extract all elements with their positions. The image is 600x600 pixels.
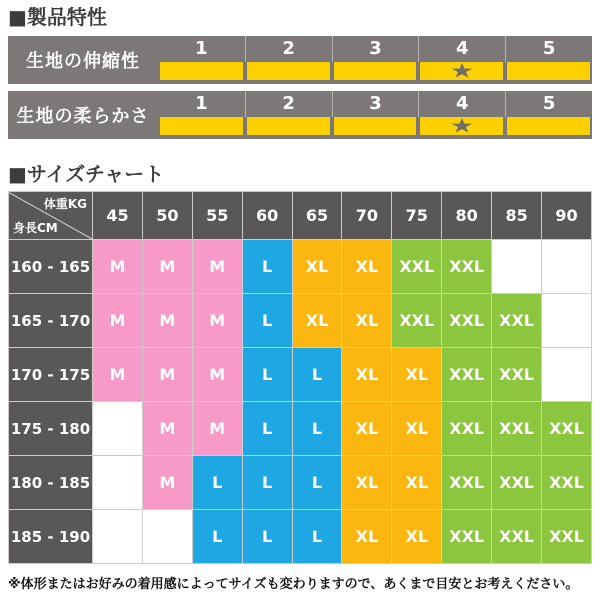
weight-header-cell: 65: [292, 192, 342, 240]
weight-header-cell: 45: [93, 192, 143, 240]
weight-header-cell: 80: [442, 192, 492, 240]
feature-row: [8, 91, 592, 139]
size-cell: M: [142, 294, 192, 348]
size-cell: M: [192, 240, 242, 294]
size-cell: [93, 402, 143, 456]
size-cell: XXL: [442, 402, 492, 456]
rating-bar: [247, 117, 330, 135]
feature-row: [8, 36, 592, 84]
size-cell: M: [142, 240, 192, 294]
size-cell: XL: [342, 348, 392, 402]
size-cell: [542, 294, 592, 348]
size-cell: XXL: [442, 456, 492, 510]
size-cell: XXL: [542, 402, 592, 456]
size-cell: L: [242, 510, 292, 564]
rating-bar: [420, 58, 503, 83]
footnote: ※体形またはお好みの着用感によってサイズも変わりますので、あくまで目安とお考えください。: [8, 577, 579, 592]
size-cell: [93, 510, 143, 564]
height-axis-label: 身長CM: [13, 221, 58, 235]
features-table: [8, 36, 592, 139]
size-chart-row: [9, 456, 592, 510]
size-cell: XL: [392, 348, 442, 402]
weight-header-cell: 75: [392, 192, 442, 240]
size-cell: L: [292, 456, 342, 510]
size-cell: XXL: [492, 402, 542, 456]
size-cell: M: [93, 240, 143, 294]
size-cell: L: [192, 456, 242, 510]
size-chart-row: [9, 348, 592, 402]
rating-number: 3: [332, 91, 419, 117]
size-cell: M: [192, 402, 242, 456]
size-cell: XXL: [492, 510, 542, 564]
rating-column: [505, 91, 592, 139]
height-row-label: 175 - 180: [9, 402, 93, 456]
height-row-label: 180 - 185: [9, 456, 93, 510]
rating-scale: [158, 91, 592, 139]
rating-number: 2: [245, 91, 332, 117]
star-icon: ★: [449, 113, 474, 138]
rating-column: [418, 36, 505, 84]
size-chart-row: [9, 510, 592, 564]
weight-header-cell: 55: [192, 192, 242, 240]
size-cell: XL: [292, 294, 342, 348]
rating-number: 5: [505, 36, 592, 62]
size-cell: XL: [292, 240, 342, 294]
rating-bar: [507, 62, 590, 80]
size-cell: M: [142, 348, 192, 402]
rating-bar: [420, 113, 503, 138]
size-cell: XXL: [542, 456, 592, 510]
size-cell: L: [242, 240, 292, 294]
size-cell: XL: [342, 240, 392, 294]
star-icon: ★: [449, 58, 474, 83]
height-row-label: 185 - 190: [9, 510, 93, 564]
size-cell: XL: [342, 402, 392, 456]
size-cell: XXL: [392, 294, 442, 348]
rating-number: 1: [195, 93, 208, 114]
rating-column: [332, 91, 419, 139]
size-cell: XXL: [542, 510, 592, 564]
rating-bar: [160, 117, 243, 135]
rating-bar: [334, 62, 417, 80]
height-row-label: 160 - 165: [9, 240, 93, 294]
size-cell: [542, 240, 592, 294]
size-cell: XXL: [442, 510, 492, 564]
rating-number: 5: [505, 91, 592, 117]
size-cell: M: [93, 348, 143, 402]
rating-bar: [507, 117, 590, 135]
size-cell: XXL: [442, 348, 492, 402]
size-cell: L: [242, 294, 292, 348]
size-cell: [93, 456, 143, 510]
size-cell: L: [242, 348, 292, 402]
weight-header-cell: 50: [142, 192, 192, 240]
size-cell: L: [242, 456, 292, 510]
size-cell: XL: [342, 294, 392, 348]
rating-column: [418, 91, 505, 139]
weight-header-cell: 60: [242, 192, 292, 240]
size-cell: M: [93, 294, 143, 348]
size-cell: L: [292, 402, 342, 456]
rating-column: [158, 91, 245, 139]
size-cell: XL: [342, 456, 392, 510]
size-chart-row: [9, 294, 592, 348]
size-cell: [142, 510, 192, 564]
size-cell: [492, 240, 542, 294]
rating-number: 2: [245, 36, 332, 62]
size-cell: XXL: [492, 294, 542, 348]
size-cell: XXL: [392, 240, 442, 294]
rating-number: 3: [332, 36, 419, 62]
rating-number: 1: [195, 38, 208, 59]
size-cell: L: [292, 348, 342, 402]
weight-header-cell: 85: [492, 192, 542, 240]
size-chart-row: [9, 240, 592, 294]
size-cell: XXL: [492, 456, 542, 510]
rating-column: [245, 36, 332, 84]
size-cell: XXL: [492, 348, 542, 402]
height-row-label: 165 - 170: [9, 294, 93, 348]
rating-bar: [247, 62, 330, 80]
size-cell: XL: [392, 510, 442, 564]
rating-column: [245, 91, 332, 139]
size-cell: L: [192, 510, 242, 564]
rating-bar: [334, 117, 417, 135]
size-cell: XL: [392, 456, 442, 510]
rating-bar: [160, 62, 243, 80]
size-chart-row: [9, 402, 592, 456]
size-cell: XXL: [442, 294, 492, 348]
size-cell: XL: [392, 402, 442, 456]
rating-number: 4: [418, 91, 505, 117]
size-chart-header-row: [9, 192, 592, 240]
weight-header-cell: 70: [342, 192, 392, 240]
rating-scale: [158, 36, 592, 84]
section-title-size-chart: ■サイズチャート: [8, 162, 165, 186]
size-cell: [542, 348, 592, 402]
rating-column: [332, 36, 419, 84]
size-cell: M: [192, 294, 242, 348]
feature-label: 生地の柔らかさ: [16, 106, 150, 127]
size-cell: M: [192, 348, 242, 402]
feature-label: 生地の伸縮性: [26, 51, 140, 72]
rating-column: [505, 36, 592, 84]
size-cell: M: [142, 456, 192, 510]
weight-header-cell: 90: [542, 192, 592, 240]
section-title-features: ■製品特性: [8, 5, 107, 29]
size-cell: XXL: [442, 240, 492, 294]
weight-axis-label: 体重KG: [43, 197, 87, 211]
size-cell: XL: [342, 510, 392, 564]
size-cell: L: [242, 402, 292, 456]
corner-cell: [9, 192, 93, 240]
size-chart-table: [8, 191, 592, 564]
height-row-label: 170 - 175: [9, 348, 93, 402]
size-cell: M: [142, 402, 192, 456]
rating-number: 4: [418, 36, 505, 62]
size-cell: L: [292, 510, 342, 564]
rating-column: [158, 36, 245, 84]
